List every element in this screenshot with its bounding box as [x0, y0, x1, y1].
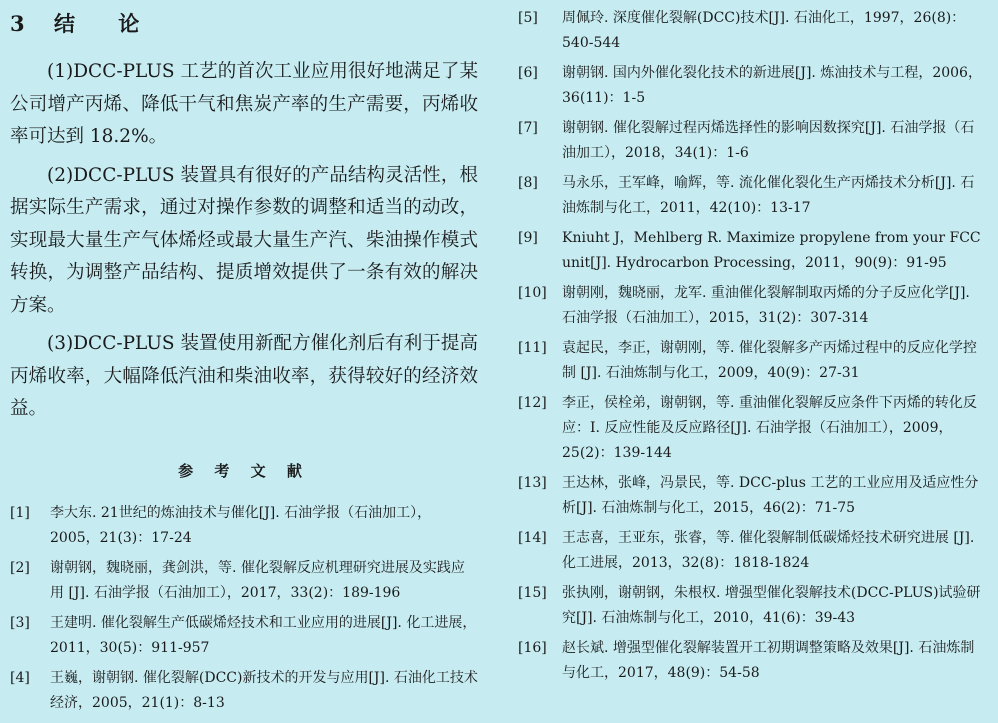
- reference-item: [518, 391, 988, 466]
- reference-number: [7]: [518, 120, 538, 136]
- reference-number: [9]: [518, 230, 538, 246]
- reference-text: 李大东. 21世纪的炼油技术与催化[J]. 石油学报（石油加工），2005，21(3)：17-24: [50, 504, 432, 546]
- reference-item: [518, 581, 988, 631]
- reference-text: 李正，侯栓弟，谢朝钢，等. 重油催化裂解反应条件下丙烯的转化反应：Ⅰ. 反应性能及反应路径[J]. 石油学报（石油加工），2009，25(2)：139-144: [562, 395, 977, 461]
- reference-item: [518, 471, 988, 521]
- reference-item: [10, 556, 478, 606]
- reference-text: 袁起民，李正，谢朝刚，等. 催化裂解多产丙烯过程中的反应化学控制 [J]. 石油炼制与化工，2009，40(9)：27-31: [562, 340, 977, 381]
- section-heading: [10, 8, 478, 38]
- conclusion-paragraph: (2)DCC-PLUS 装置具有很好的产品结构灵活性，根据实际生产需求，通过对操作参数的调整和适当的动改，实现最大量生产气体烯烃或最大量生产汽、柴油操作模式转换，为调整产品结构、提质增效提供了一条有效的解决方案。: [10, 164, 478, 316]
- conclusion-paragraph: (1)DCC-PLUS 工艺的首次工业应用很好地满足了某公司增产丙烯、降低干气和焦炭产率的生产需要，丙烯收率可达到 18.2%。: [10, 61, 478, 147]
- reference-item: [518, 116, 988, 166]
- reference-text: 王达林，张峰，冯景民，等. DCC-plus 工艺的工业应用及适应性分析[J]. 石油炼制与化工，2015，46(2)：71-75: [562, 475, 979, 516]
- reference-item: [10, 611, 478, 661]
- reference-number: [3]: [10, 614, 30, 631]
- reference-number: [1]: [10, 504, 30, 521]
- reference-number: [2]: [10, 559, 30, 576]
- reference-item: [518, 336, 988, 386]
- reference-item: [518, 281, 988, 331]
- reference-number: [14]: [518, 530, 547, 546]
- reference-number: [16]: [518, 640, 547, 656]
- reference-item: [10, 666, 478, 716]
- reference-item: [518, 636, 988, 686]
- reference-number: [6]: [518, 65, 538, 81]
- left-column: [10, 8, 478, 721]
- reference-item: [518, 61, 988, 111]
- reference-text: 谢朝钢. 国内外催化裂化技术的新进展[J]. 炼油技术与工程，2006，36(11)：1-5: [562, 65, 982, 106]
- reference-item: [518, 226, 988, 276]
- reference-number: [13]: [518, 475, 547, 491]
- reference-text: Kniuht J，Mehlberg R. Maximize propylene from your FCC unit[J]. Hydrocarbon Processing，2011，90(9)：91-95: [562, 230, 981, 271]
- right-column: [518, 6, 988, 691]
- reference-item: [10, 501, 478, 551]
- reference-text: 赵长斌. 增强型催化裂解装置开工初期调整策略及效果[J]. 石油炼制与化工，2017，48(9)：54-58: [562, 640, 975, 681]
- reference-text: 王建明. 催化裂解生产低碳烯烃技术和工业应用的进展[J]. 化工进展，2011，30(5)：911-957: [50, 614, 477, 656]
- reference-number: [15]: [518, 585, 547, 601]
- reference-number: [11]: [518, 340, 547, 356]
- reference-item: [518, 6, 988, 56]
- reference-number: [5]: [518, 10, 538, 26]
- reference-text: 谢朝钢，魏晓丽，龚剑洪，等. 催化裂解反应机理研究进展及实践应用 [J]. 石油学报（石油加工），2017，33(2)：189-196: [50, 559, 465, 601]
- reference-text: 谢朝钢. 催化裂解过程丙烯选择性的影响因数探究[J]. 石油学报（石油加工），2018，34(1)：1-6: [562, 120, 975, 161]
- reference-text: 马永乐，王军峰，喻辉，等. 流化催化裂化生产丙烯技术分析[J]. 石油炼制与化工，2011，42(10)：13-17: [562, 175, 975, 216]
- references-title: 参 考 文 献: [178, 461, 310, 480]
- reference-number: [10]: [518, 285, 547, 301]
- section-title: 结 论: [53, 11, 158, 36]
- reference-text: 王志喜，王亚东，张睿，等. 催化裂解制低碳烯烃技术研究进展 [J]. 化工进展，2013，32(8)：1818-1824: [562, 530, 975, 571]
- reference-number: [4]: [10, 669, 30, 686]
- conclusion-paragraph: (3)DCC-PLUS 装置使用新配方催化剂后有利于提高丙烯收率，大幅降低汽油和柴油收率，获得较好的经济效益。: [10, 333, 478, 419]
- reference-text: 王巍，谢朝钢. 催化裂解(DCC)新技术的开发与应用[J]. 石油化工技术经济，2005，21(1)：8-13: [50, 669, 478, 711]
- reference-item: [518, 171, 988, 221]
- reference-text: 张执刚，谢朝钢，朱根权. 增强型催化裂解技术(DCC-PLUS)试验研究[J]. 石油炼制与化工，2010，41(6)：39-43: [562, 585, 981, 626]
- reference-number: [8]: [518, 175, 538, 191]
- reference-item: [518, 526, 988, 576]
- reference-text: 谢朝刚，魏晓丽，龙军. 重油催化裂解制取丙烯的分子反应化学[J]. 石油学报（石油加工），2015，31(2)：307-314: [562, 285, 970, 326]
- section-number: 3: [10, 11, 26, 36]
- reference-text: 周佩玲. 深度催化裂解(DCC)技术[J]. 石油化工，1997，26(8)：540-544: [562, 10, 966, 51]
- reference-number: [12]: [518, 395, 547, 411]
